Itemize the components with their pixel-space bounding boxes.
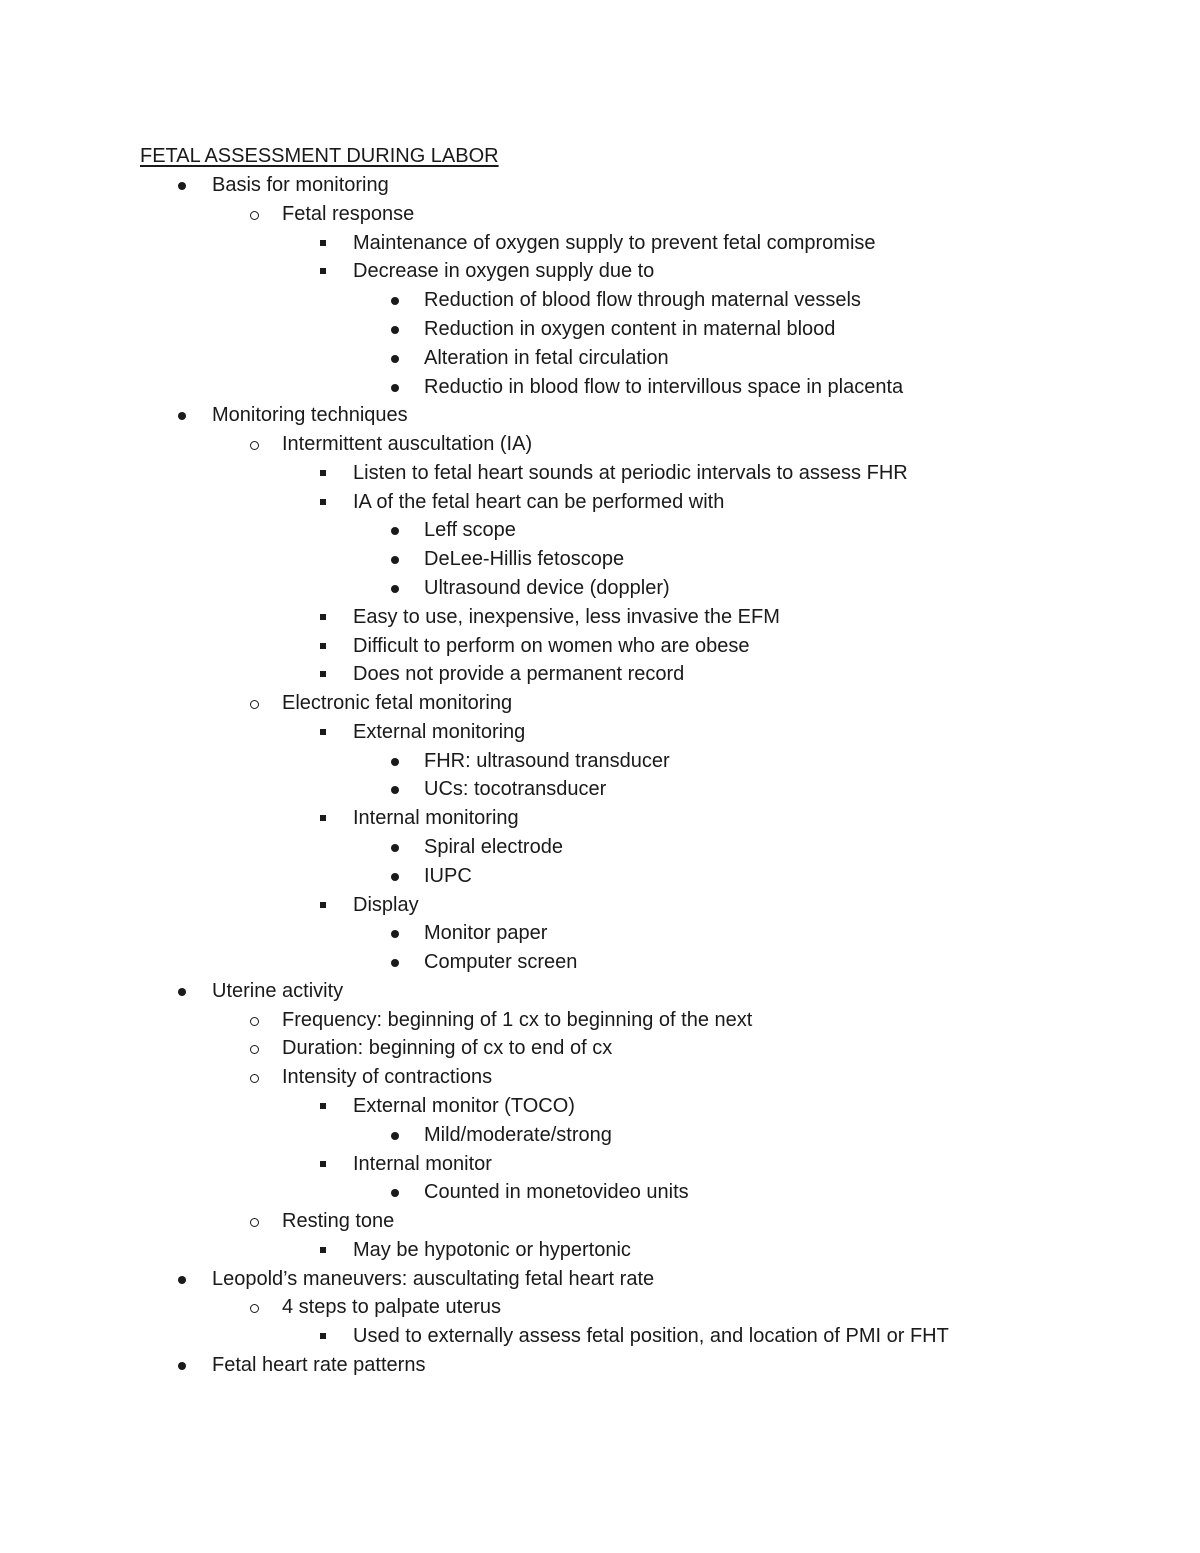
- list-item-text: IA of the fetal heart can be performed with: [353, 490, 725, 513]
- bullet-square-icon: [316, 804, 336, 833]
- bullet-square-icon: [316, 459, 336, 488]
- bullet-circle-icon: [247, 1034, 267, 1063]
- list-item-text: Decrease in oxygen supply due to: [353, 260, 655, 283]
- list-item-text: Leopold’s maneuvers: auscultating fetal heart rate: [212, 1267, 655, 1290]
- list-item-text: External monitor (TOCO): [353, 1095, 575, 1117]
- list-item-text: 4 steps to palpate uterus: [282, 1296, 502, 1319]
- bullet-circle-icon: [247, 1293, 267, 1322]
- list-item-text: Internal monitor: [353, 1152, 492, 1175]
- list-item-text: FHR: ultrasound transducer: [424, 749, 670, 772]
- bullet-circle-icon: [247, 1207, 267, 1236]
- list-item-text: Intermittent auscultation (IA): [282, 433, 533, 455]
- list-item-text: Frequency: beginning of 1 cx to beginning of the next: [282, 1008, 753, 1031]
- list-item-text: Internal monitoring: [353, 807, 519, 830]
- bullet-disc-icon: [387, 1121, 407, 1150]
- bullet-square-icon: [316, 1092, 336, 1121]
- list-item-text: Spiral electrode: [424, 835, 563, 858]
- bullet-disc-icon: [387, 315, 407, 344]
- bullet-square-icon: [316, 1236, 336, 1265]
- list-item-text: IUPC: [424, 864, 472, 887]
- bullet-square-icon: [316, 257, 336, 286]
- bullet-disc-icon: [387, 775, 407, 804]
- list-item-text: Leff scope: [424, 519, 516, 542]
- bullet-disc-icon: [174, 1351, 194, 1380]
- list-item-text: Used to externally assess fetal position, and location of PMI or FHT: [353, 1325, 949, 1348]
- bullet-square-icon: [316, 229, 336, 258]
- list-item-text: Easy to use, inexpensive, less invasive the EFM: [353, 605, 780, 628]
- list-item-text: Difficult to perform on women who are obese: [353, 634, 750, 657]
- list-item-text: Electronic fetal monitoring: [282, 692, 513, 714]
- list-item-text: Reduction of blood flow through maternal vessels: [424, 289, 861, 312]
- bullet-disc-icon: [387, 919, 407, 948]
- bullet-circle-icon: [247, 1006, 267, 1035]
- list-item-text: Maintenance of oxygen supply to prevent fetal compromise: [353, 231, 876, 254]
- bullet-disc-icon: [387, 833, 407, 862]
- bullet-circle-icon: [247, 1063, 267, 1092]
- list-item-text: DeLee-Hillis fetoscope: [424, 548, 625, 571]
- list-item-text: Counted in monetovideo units: [424, 1181, 689, 1204]
- list-item-text: Alteration in fetal circulation: [424, 346, 669, 369]
- list-item-text: Basis for monitoring: [212, 174, 389, 196]
- bullet-disc-icon: [387, 1178, 407, 1207]
- bullet-square-icon: [316, 632, 336, 661]
- bullet-disc-icon: [174, 171, 194, 200]
- bullet-disc-icon: [174, 401, 194, 430]
- bullet-square-icon: [316, 1322, 336, 1351]
- list-item-text: Listen to fetal heart sounds at periodic intervals to assess FHR: [353, 461, 908, 484]
- list-item-text: Resting tone: [282, 1210, 395, 1233]
- bullet-disc-icon: [387, 286, 407, 315]
- bullet-circle-icon: [247, 200, 267, 229]
- list-item-text: Computer screen: [424, 951, 578, 974]
- list-item-text: Intensity of contractions: [282, 1066, 493, 1089]
- bullet-disc-icon: [387, 948, 407, 977]
- bullet-disc-icon: [387, 344, 407, 373]
- list-item-text: Ultrasound device (doppler): [424, 576, 670, 599]
- bullet-disc-icon: [387, 747, 407, 776]
- document-title: FETAL ASSESSMENT DURING LABOR: [140, 145, 499, 167]
- list-item-text: Uterine activity: [212, 979, 344, 1002]
- bullet-disc-icon: [387, 574, 407, 603]
- bullet-disc-icon: [387, 516, 407, 545]
- list-item-text: Display: [353, 893, 419, 916]
- bullet-square-icon: [316, 603, 336, 632]
- list-item-text: Monitoring techniques: [212, 404, 408, 427]
- list-item-text: May be hypotonic or hypertonic: [353, 1238, 631, 1261]
- bullet-circle-icon: [247, 689, 267, 718]
- bullet-square-icon: [316, 1150, 336, 1179]
- bullet-square-icon: [316, 660, 336, 689]
- list-item-text: Reductio in blood flow to intervillous space in placenta: [424, 375, 904, 398]
- bullet-circle-icon: [247, 430, 267, 459]
- bullet-square-icon: [316, 891, 336, 920]
- list-item-text: Mild/moderate/strong: [424, 1123, 612, 1146]
- list-item-text: UCs: tocotransducer: [424, 778, 607, 801]
- list-item-text: External monitoring: [353, 720, 526, 743]
- bullet-disc-icon: [387, 862, 407, 891]
- list-item-text: Does not provide a permanent record: [353, 663, 685, 686]
- list-item-text: Monitor paper: [424, 922, 548, 945]
- list-item-text: Fetal heart rate patterns: [212, 1354, 426, 1376]
- bullet-disc-icon: [174, 977, 194, 1006]
- list-item-text: Fetal response: [282, 202, 415, 225]
- list-item-text: Reduction in oxygen content in maternal blood: [424, 317, 836, 340]
- list-item-text: Duration: beginning of cx to end of cx: [282, 1037, 613, 1060]
- bullet-disc-icon: [174, 1265, 194, 1294]
- bullet-square-icon: [316, 718, 336, 747]
- bullet-square-icon: [316, 488, 336, 517]
- bullet-disc-icon: [387, 545, 407, 574]
- bullet-disc-icon: [387, 373, 407, 402]
